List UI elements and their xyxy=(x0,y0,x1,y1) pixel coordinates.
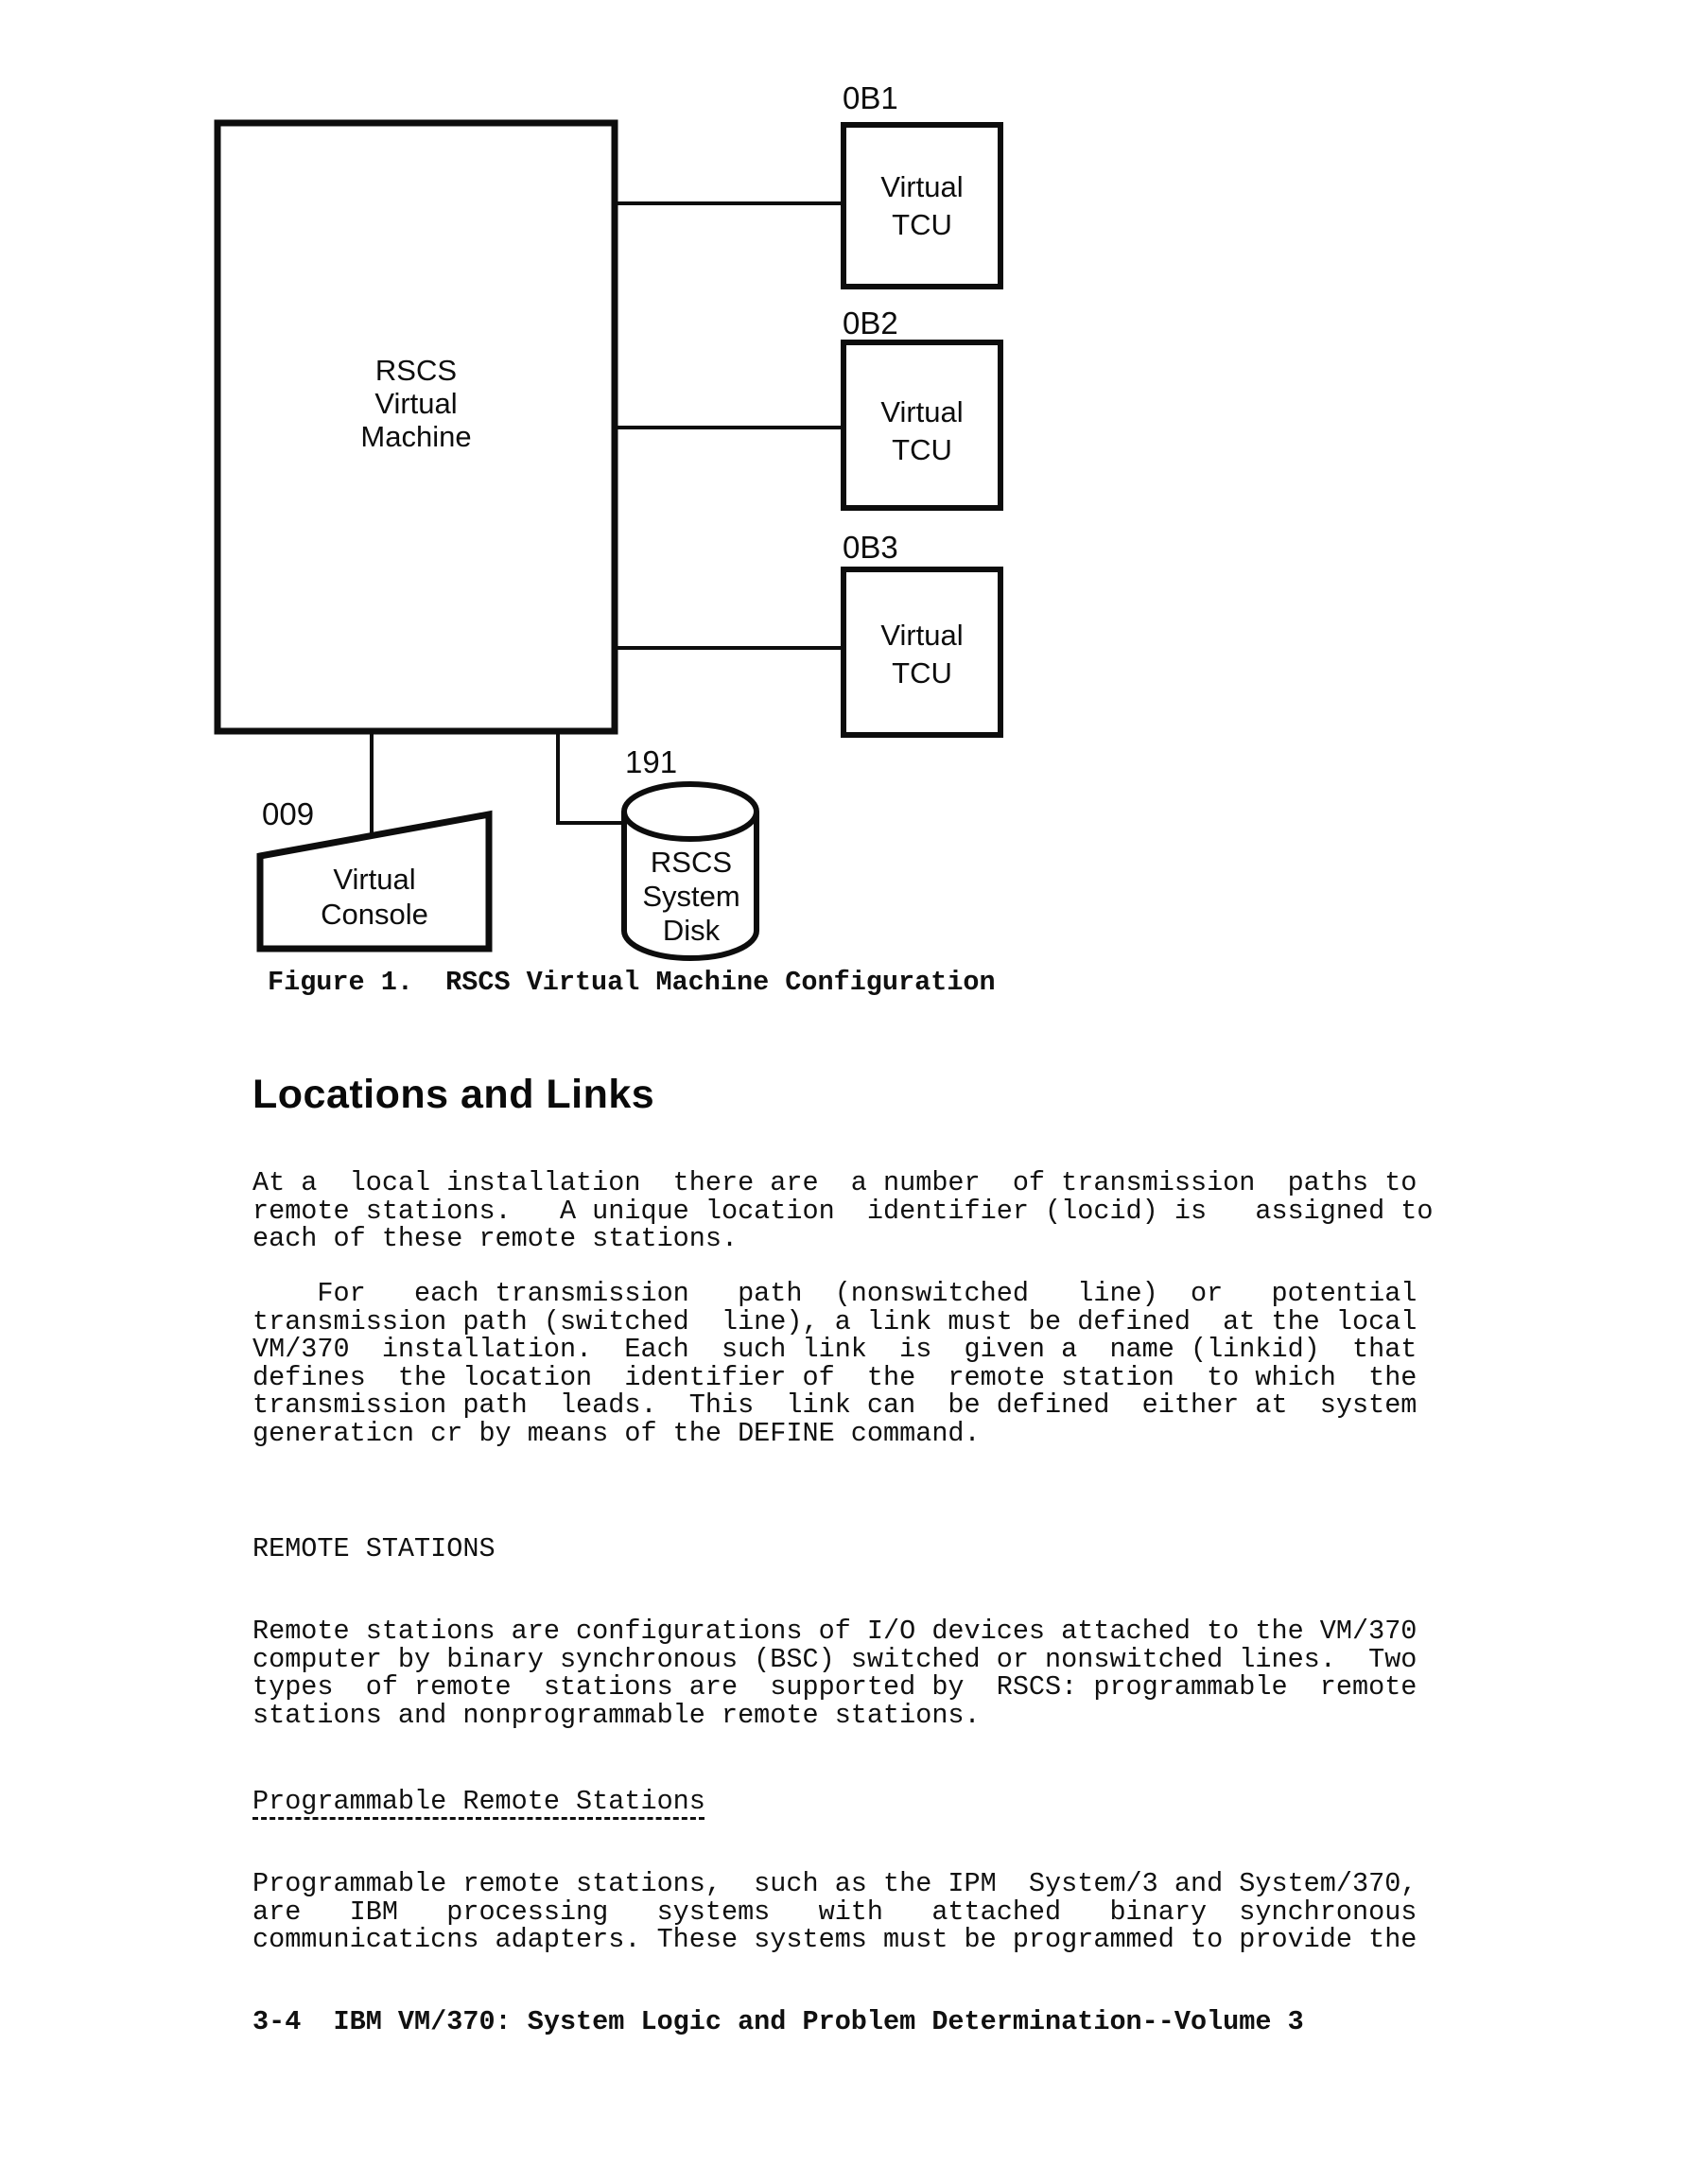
text-line: stations and nonprogrammable remote stations. xyxy=(252,1699,981,1731)
figure-caption: Figure 1. RSCS Virtual Machine Configuration xyxy=(268,967,996,998)
page-footer: 3-4 IBM VM/370: System Logic and Problem Determination--Volume 3 xyxy=(252,2006,1304,2037)
virtual-tcu-box-3 xyxy=(844,569,1000,735)
text-line: VM/370 installation. Each such link is given a name (linkid) that xyxy=(252,1334,1417,1365)
text-line: Remote stations are configurations of I/O devices attached to the VM/370 xyxy=(252,1616,1417,1647)
rscs-system-disk-label: Disk xyxy=(662,914,721,947)
virtual-tcu-label-3: Virtual xyxy=(880,619,964,652)
device-address-label-0b1: 0B1 xyxy=(843,80,898,115)
text-line: Programmable remote stations, such as the IPM System/3 and System/370, xyxy=(252,1868,1417,1899)
rscs-virtual-machine-label: RSCS xyxy=(374,354,458,387)
section-heading-locations-and-links: Locations and Links xyxy=(252,1072,655,1117)
virtual-tcu-label-3: TCU xyxy=(892,656,952,690)
rscs-virtual-machine-label: Machine xyxy=(360,420,472,453)
rscs-virtual-machine-label: Virtual xyxy=(374,387,458,420)
paragraph-remote-stations xyxy=(252,1617,1417,1729)
rscs-system-disk-label: System xyxy=(642,880,740,913)
rscs-system-disk-label: RSCS xyxy=(650,846,733,879)
virtual-tcu-label-1: TCU xyxy=(892,208,952,241)
text-line: defines the location identifier of the remote station to which the xyxy=(252,1361,1417,1393)
rscs-configuration-diagram xyxy=(0,0,1687,1003)
subsection-heading-programmable-remote-stations: Programmable Remote Stations xyxy=(252,1786,705,1817)
text-line: communicaticns adapters. These systems must be programmed to provide the xyxy=(252,1924,1417,1955)
text-line: each of these remote stations. xyxy=(252,1223,739,1254)
paragraph-locations-2 xyxy=(252,1280,1417,1447)
virtual-tcu-label-1: Virtual xyxy=(880,170,964,203)
virtual-tcu-label-2: Virtual xyxy=(880,395,964,428)
virtual-console-label: Console xyxy=(321,898,428,931)
virtual-tcu-label-2: TCU xyxy=(892,433,952,466)
text-line: transmission path (switched line), a link must be defined at the local xyxy=(252,1305,1417,1337)
text-line: computer by binary synchronous (BSC) switched or nonswitched lines. Two xyxy=(252,1643,1417,1675)
text-line: At a local installation there are a number of transmission paths to xyxy=(252,1167,1417,1198)
device-address-label-009: 009 xyxy=(262,796,315,831)
virtual-tcu-box-1 xyxy=(844,125,1000,287)
paragraph-locations-1 xyxy=(252,1169,1434,1253)
text-line: are IBM processing systems with attached binary synchronous xyxy=(252,1896,1417,1928)
virtual-console-label: Virtual xyxy=(333,863,416,896)
text-line: transmission path leads. This link can be defined either at system xyxy=(252,1389,1417,1421)
text-line: types of remote stations are supported by RSCS: programmable remote xyxy=(252,1671,1417,1703)
paragraph-programmable xyxy=(252,1870,1417,1954)
section-heading-remote-stations: REMOTE STATIONS xyxy=(252,1533,496,1564)
text-line: remote stations. A unique location identifier (locid) is assigned to xyxy=(252,1195,1434,1227)
connector-line-disk xyxy=(558,729,626,823)
text-line: For each transmission path (nonswitched line) or potential xyxy=(252,1278,1417,1309)
device-address-label-0b2: 0B2 xyxy=(843,306,898,341)
device-address-label-0b3: 0B3 xyxy=(843,530,898,565)
text-line: generaticn cr by means of the DEFINE command. xyxy=(252,1417,981,1449)
device-address-label-191: 191 xyxy=(625,744,678,779)
rscs-system-disk-top xyxy=(624,784,757,839)
